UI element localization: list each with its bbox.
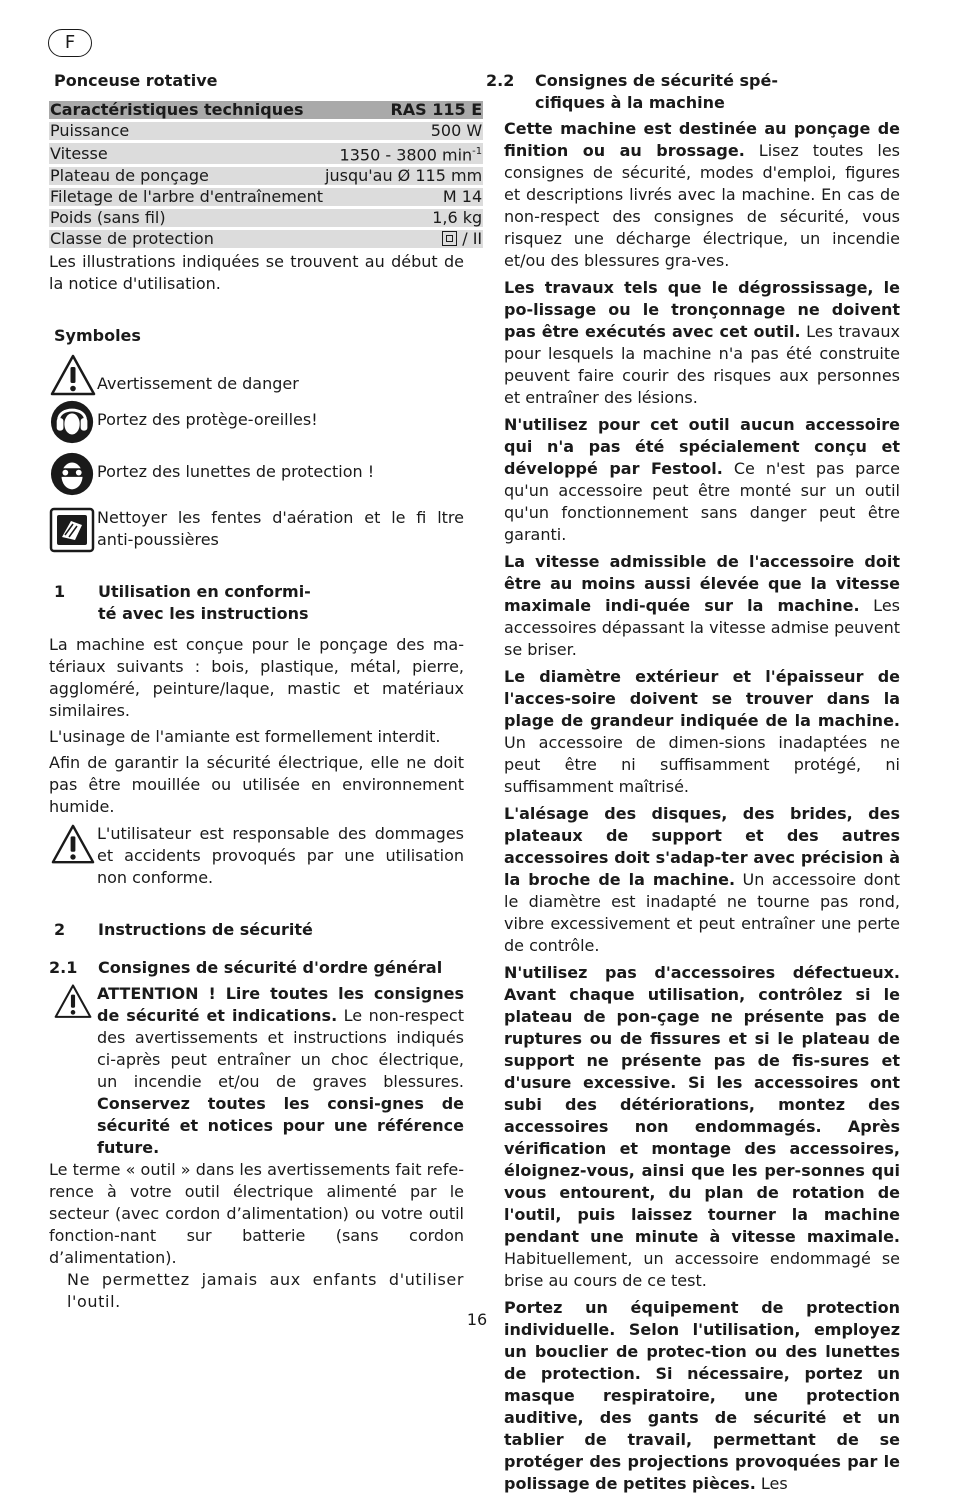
specs-row xyxy=(49,209,483,227)
specs-row xyxy=(49,167,483,185)
section-1-heading xyxy=(49,581,464,625)
spec-value-speed xyxy=(324,143,483,164)
safety-paragraph-text: Un accessoire de dimen-sions inadaptées ne peut être ni suffisamment protégé, ni suffisamment maîtrisé. xyxy=(504,733,900,796)
symbols-title: Symboles xyxy=(54,326,141,346)
attention-paragraph xyxy=(97,983,464,1159)
ear-protection-icon xyxy=(49,399,97,445)
intended-use-text: La machine est conçue pour le ponçage des ma-tériaux suivants : bois, plastique, métal, pierre, aggloméré, peinture/laque, mastic et matériaux similaires. xyxy=(49,635,464,721)
section-title-line: cifiques à la machine xyxy=(535,93,725,112)
spec-value: 1,6 kg xyxy=(324,209,483,227)
symbols-list xyxy=(49,353,464,553)
section-2-1-heading xyxy=(49,957,464,979)
section-number: 2.1 xyxy=(49,958,78,978)
section-title xyxy=(98,581,311,625)
language-badge: F xyxy=(48,29,92,57)
warning-triangle-icon xyxy=(49,353,97,399)
keep-instructions-bold: Conservez toutes les consi-gnes de sécurité et notices pour une référence future. xyxy=(97,1094,464,1158)
safety-paragraph-text: Les travaux pour lesquels la machine n'a pas été construite peuvent faire courir des risques aux personnes et entraîner des lésions. xyxy=(504,322,900,407)
right-column xyxy=(486,70,900,1495)
electrical-safety-text: Afin de garantir la sécurité électrique, elle ne doit pas être mouillée ou utilisée en environnement humide. xyxy=(49,753,464,817)
symbol-item xyxy=(49,353,464,399)
spec-label: Poids (sans fil) xyxy=(49,209,324,227)
attention-bold: ATTENTION ! Lire toutes les consignes de sécurité et indications. xyxy=(97,984,464,1026)
machine-safety-paragraphs xyxy=(486,118,900,1495)
safety-paragraph-text: Lisez toutes les consignes de sécurité, modes d'emploi, figures et descriptions livrés avec la machine. En cas de non-respect des consignes de sécurité, vous risquez une décharge électrique, un incendie et/ou des blessures gra-ves. xyxy=(504,141,901,270)
specs-row xyxy=(49,230,483,248)
specs-header-row xyxy=(49,101,483,119)
technical-specs-table xyxy=(49,98,483,251)
section-title: Instructions de sécurité xyxy=(98,920,313,940)
spec-value: 500 W xyxy=(324,122,483,140)
product-title: Ponceuse rotative xyxy=(54,71,218,90)
safety-paragraph-text: Les xyxy=(755,1474,788,1493)
safety-paragraph xyxy=(504,666,900,798)
section-title-line: Consignes de sécurité spé- xyxy=(535,71,778,90)
section-2-heading xyxy=(49,919,464,941)
safety-paragraph xyxy=(504,277,900,409)
symbol-item xyxy=(49,399,464,451)
spec-value: / II xyxy=(462,229,483,249)
safety-paragraph xyxy=(504,551,900,661)
spec-label: Vitesse xyxy=(49,143,324,164)
section-2-2-heading xyxy=(486,70,900,114)
spec-unit-exponent: -1 xyxy=(472,146,483,157)
specs-row xyxy=(49,143,483,164)
attention-warning xyxy=(49,983,464,1159)
liability-warning xyxy=(49,823,464,889)
symbol-text: Nettoyer les fentes d'aération et le fi ltre anti-poussières xyxy=(97,508,464,550)
specs-row xyxy=(49,188,483,206)
symbol-text: Portez des lunettes de protection ! xyxy=(97,462,375,482)
safety-paragraph-text: Un accessoire dont le diamètre est inadapté ne tourne pas rond, vibre excessivement et peut entraîner une perte de contrôle. xyxy=(504,870,900,955)
safety-paragraph-bold: Portez un équipement de protection individuelle. Selon l'utilisation, employez un bouclier de protec-tion ou des lunettes de protection. Si nécessaire, portez un masque respiratoire, une protection auditive, des gants de sécurité et un tablier de travail, permettant de se protéger des projections provoquées par le polissage de petites pièces. xyxy=(504,1298,900,1493)
section-title-line: Utilisation en conformi- xyxy=(98,582,311,602)
attention-text: Le non-respect des avertissements et instructions indiqués ci-après peut entraîner un choc électrique, un incendie et/ou de graves blessures. xyxy=(97,1006,464,1092)
spec-label: Puissance xyxy=(49,122,324,140)
safety-paragraph xyxy=(504,962,900,1292)
spec-value-protection xyxy=(324,230,483,248)
section-number: 2.2 xyxy=(486,71,515,90)
section-title-line: té avec les instructions xyxy=(98,604,309,624)
safety-paragraph-bold: Cette machine est destinée au ponçage de finition ou au brossage. xyxy=(504,119,900,160)
safety-paragraph xyxy=(504,118,900,272)
safety-paragraph-bold: N'utilisez pour cet outil aucun accessoire qui n'a pas été spécialement conçu et développé par Festool. xyxy=(504,415,900,478)
clean-vents-icon xyxy=(49,507,97,553)
double-insulation-icon xyxy=(442,231,457,246)
warning-triangle-icon xyxy=(49,983,97,1021)
spec-label: Plateau de ponçage xyxy=(49,167,324,185)
illustrations-note: Les illustrations indiquées se trouvent au début de la notice d'utilisation. xyxy=(49,252,464,294)
safety-paragraph-text: Ce n'est pas parce qu'un accessoire peut être monté sur un outil qu'un fonctionnement sans danger peut être garanti. xyxy=(504,459,900,544)
safety-paragraph xyxy=(504,414,900,546)
spec-value: M 14 xyxy=(324,188,483,206)
specs-row xyxy=(49,122,483,140)
warning-triangle-icon xyxy=(49,823,97,867)
liability-warning-text: L'utilisateur est responsable des dommages et accidents provoqués par une utilisation non conforme. xyxy=(97,824,464,888)
section-title xyxy=(535,70,778,114)
safety-paragraph-bold: L'alésage des disques, des brides, des plateaux de support et des autres accessoires doit s'adap-ter avec précision à la broche de la machine. xyxy=(504,804,900,889)
safety-paragraph-bold: Le diamètre extérieur et l'épaisseur de l'acces-soire doivent se trouver dans la plage de grandeur indiquée de la machine. xyxy=(504,667,900,730)
asbestos-text: L'usinage de l'amiante est formellement interdit. xyxy=(49,727,441,747)
symbol-text: Portez des protège-oreilles! xyxy=(97,410,318,430)
safety-paragraph xyxy=(504,803,900,957)
tool-definition-text: Le terme « outil » dans les avertissements fait refe-rence à votre outil électrique alimenté par le secteur (avec cordon d’alimentation) ou votre outil fonction-nant sur batterie (sans cordon d’alimentation). xyxy=(49,1160,464,1268)
safety-paragraph-bold: N'utilisez pas d'accessoires défectueux. Avant chaque utilisation, contrôlez si le plateau de pon-çage ne présente pas de ruptures ou de fissures et si le plateau de support ne présente pas de fis-sures et d'usure excessive. Si les accessoires ont subi des détériorations, montez des accessoires non endommagés. Après vérification et montage des accessoires, éloignez-vous, ainsi que les per-sonnes qui vous entourent, du plan de rotation de l'outil, puis laissez tourner la machine pendant une minute à vitesse maximale. xyxy=(504,963,900,1246)
spec-label: Filetage de l'arbre d'entraînement xyxy=(50,187,324,207)
safety-paragraph-text: Habituellement, un accessoire endommagé se brise au cours de ce test. xyxy=(504,1249,900,1290)
section-number: 2 xyxy=(54,920,66,940)
symbol-item xyxy=(49,451,464,501)
section-number: 1 xyxy=(54,582,66,602)
specs-header-model: RAS 115 E xyxy=(324,101,483,119)
left-column xyxy=(49,70,483,1313)
symbol-text: Avertissement de danger xyxy=(97,374,299,394)
spec-label: Classe de protection xyxy=(49,230,324,248)
safety-paragraph-text: Les accessoires dépassant la vitesse admise peuvent se briser. xyxy=(504,596,900,659)
specs-header-label: Caractéristiques techniques xyxy=(49,101,324,119)
children-warning-text: Ne permettez jamais aux enfants d'utiliser l'outil. xyxy=(67,1270,464,1312)
eye-protection-icon xyxy=(49,451,97,497)
safety-paragraph-bold: La vitesse admissible de l'accessoire doit être au moins aussi élevée que la vitesse maximale indi-quée sur la machine. xyxy=(504,552,900,615)
page-number: 16 xyxy=(466,1310,488,1329)
spec-value: 1350 - 3800 min xyxy=(339,145,473,165)
spec-value: jusqu'au Ø 115 mm xyxy=(325,166,483,186)
symbol-item xyxy=(49,507,464,553)
section-title: Consignes de sécurité d'ordre général xyxy=(98,958,443,978)
safety-paragraph-bold: Les travaux tels que le dégrossissage, le po-lissage ou le tronçonnage ne doivent pas être exécutés avec cet outil. xyxy=(504,278,900,341)
